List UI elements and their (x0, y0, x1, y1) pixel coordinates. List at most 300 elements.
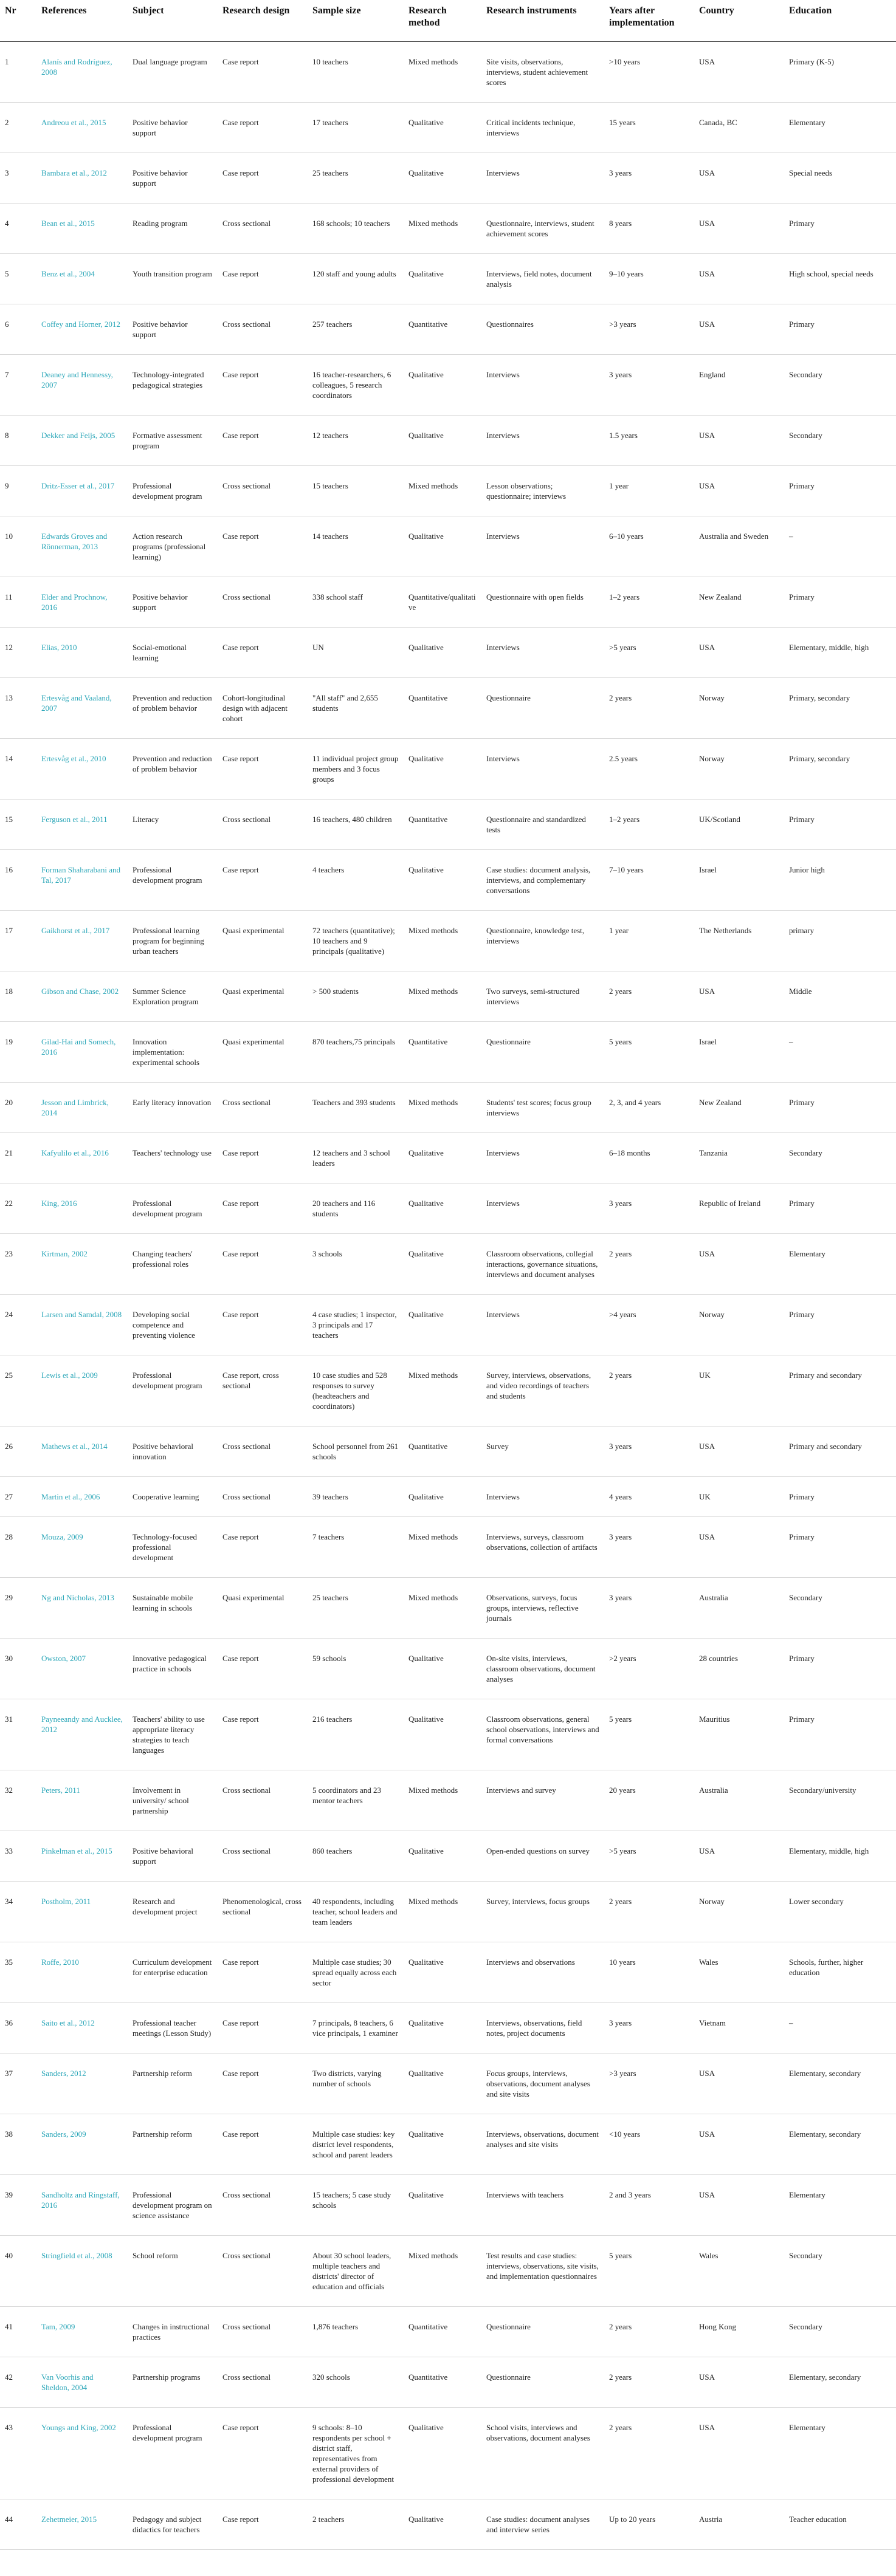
cell-years-after-implementation: 2, 3, and 4 years (604, 1083, 694, 1133)
cell-years-after-implementation: 2 years (604, 2307, 694, 2357)
cell-sample-size: About 30 school leaders, multiple teachers and districts' director of education and officials (308, 2236, 404, 2307)
cell-research-design: Case report (218, 1133, 308, 1184)
cell-education: Middle (784, 971, 896, 1022)
cell-sample-size: 7 principals, 8 teachers, 6 vice principals, 1 examiner (308, 2003, 404, 2054)
cell-nr: 19 (0, 1022, 36, 1083)
table-row (0, 1770, 896, 1831)
cell-sample-size: 3 schools (308, 1234, 404, 1295)
cell-research-design: Case report (218, 2054, 308, 2114)
cell-reference[interactable]: King, 2016 (36, 1184, 128, 1234)
cell-research-method: Qualitative (404, 355, 481, 416)
cell-education: Primary (784, 304, 896, 355)
cell-years-after-implementation: 2 years (604, 1234, 694, 1295)
cell-reference[interactable]: Zehetmeier, 2015 (36, 2499, 128, 2550)
cell-nr: 18 (0, 971, 36, 1022)
cell-research-method: Qualitative (404, 1831, 481, 1882)
cell-country: Australia (694, 1578, 784, 1639)
cell-subject: Positive behavior support (128, 103, 218, 153)
cell-reference[interactable]: Postholm, 2011 (36, 1882, 128, 1942)
cell-years-after-implementation: >5 years (604, 628, 694, 678)
cell-country: Norway (694, 739, 784, 800)
cell-reference[interactable]: Roffe, 2010 (36, 1942, 128, 2003)
cell-education: – (784, 516, 896, 577)
table-row (0, 678, 896, 739)
cell-sample-size: 320 schools (308, 2357, 404, 2408)
cell-subject: Youth transition program (128, 254, 218, 304)
table-row (0, 1355, 896, 1427)
cell-subject: Technology-focused professional development (128, 1517, 218, 1578)
cell-research-instruments: Survey (481, 1427, 604, 1477)
header-research-instruments: Research instruments (481, 0, 604, 42)
cell-nr: 43 (0, 2408, 36, 2499)
header-research-design: Research design (218, 0, 308, 42)
cell-research-instruments: Survey, interviews, focus groups (481, 1882, 604, 1942)
cell-research-instruments: Interviews (481, 355, 604, 416)
cell-subject: Technology-integrated pedagogical strategies (128, 355, 218, 416)
cell-reference[interactable]: Mathews et al., 2014 (36, 1427, 128, 1477)
cell-reference[interactable]: Elder and Prochnow, 2016 (36, 577, 128, 628)
table-header (0, 0, 896, 42)
table-row (0, 516, 896, 577)
cell-research-instruments: Interviews (481, 1133, 604, 1184)
cell-reference[interactable]: Van Voorhis and Sheldon, 2004 (36, 2357, 128, 2408)
cell-research-design: Quasi experimental (218, 971, 308, 1022)
table-row (0, 1022, 896, 1083)
cell-research-method: Qualitative (404, 1477, 481, 1517)
table-row (0, 2003, 896, 2054)
cell-education: Primary (784, 577, 896, 628)
cell-research-instruments: Questionnaire (481, 678, 604, 739)
cell-country: Austria (694, 2499, 784, 2550)
cell-research-method: Qualitative (404, 628, 481, 678)
cell-research-instruments: Interviews (481, 1184, 604, 1234)
cell-reference[interactable]: Dekker and Feijs, 2005 (36, 416, 128, 466)
cell-research-method: Quantitative (404, 304, 481, 355)
cell-country: USA (694, 2114, 784, 2175)
cell-country: Norway (694, 1295, 784, 1355)
cell-research-method: Mixed methods (404, 2236, 481, 2307)
cell-reference[interactable]: Alanís and Rodríguez, 2008 (36, 42, 128, 103)
cell-years-after-implementation: >10 years (604, 42, 694, 103)
cell-education: Elementary (784, 1234, 896, 1295)
table-row (0, 204, 896, 254)
cell-country: USA (694, 628, 784, 678)
cell-country: Republic of Ireland (694, 1184, 784, 1234)
cell-nr: 28 (0, 1517, 36, 1578)
cell-education: – (784, 1022, 896, 1083)
cell-subject: Professional learning program for beginning urban teachers (128, 911, 218, 971)
cell-years-after-implementation: 3 years (604, 2003, 694, 2054)
cell-nr: 29 (0, 1578, 36, 1639)
cell-research-method: Qualitative (404, 1234, 481, 1295)
cell-reference[interactable]: Bambara et al., 2012 (36, 153, 128, 204)
cell-subject: Teachers' ability to use appropriate literacy strategies to teach languages (128, 1699, 218, 1770)
cell-research-method: Mixed methods (404, 466, 481, 516)
cell-education: Primary (784, 1639, 896, 1699)
header-nr: Nr (0, 0, 36, 42)
cell-sample-size: 10 teachers (308, 42, 404, 103)
cell-nr: 14 (0, 739, 36, 800)
cell-reference[interactable]: Sanders, 2012 (36, 2054, 128, 2114)
cell-sample-size: Two districts, varying number of schools (308, 2054, 404, 2114)
cell-research-design: Case report, cross sectional (218, 1355, 308, 1427)
cell-years-after-implementation: 7–10 years (604, 850, 694, 911)
cell-subject: School reform (128, 2236, 218, 2307)
cell-education: Primary, secondary (784, 678, 896, 739)
cell-nr: 30 (0, 1639, 36, 1699)
cell-subject: Positive behavior support (128, 577, 218, 628)
cell-research-instruments: On-site visits, interviews, classroom observations, document analyses (481, 1639, 604, 1699)
cell-years-after-implementation: 4 years (604, 1477, 694, 1517)
cell-reference[interactable]: Gilad-Hai and Somech, 2016 (36, 1022, 128, 1083)
cell-research-design: Cross sectional (218, 1427, 308, 1477)
cell-education: Elementary, secondary (784, 2054, 896, 2114)
cell-sample-size: 10 case studies and 528 responses to survey (headteachers and coordinators) (308, 1355, 404, 1427)
cell-nr: 42 (0, 2357, 36, 2408)
cell-research-design: Case report (218, 2003, 308, 2054)
cell-subject: Positive behavioral innovation (128, 1427, 218, 1477)
cell-education: Elementary (784, 2175, 896, 2236)
cell-reference[interactable]: Stringfield et al., 2008 (36, 2236, 128, 2307)
cell-education: Junior high (784, 850, 896, 911)
cell-nr: 23 (0, 1234, 36, 1295)
cell-reference[interactable]: Sanders, 2009 (36, 2114, 128, 2175)
cell-research-instruments: Focus groups, interviews, observations, document analyses and site visits (481, 2054, 604, 2114)
cell-research-instruments: Questionnaire (481, 1022, 604, 1083)
cell-research-instruments: Interviews (481, 739, 604, 800)
cell-research-design: Case report (218, 416, 308, 466)
cell-reference[interactable]: Youngs and King, 2002 (36, 2408, 128, 2499)
cell-reference[interactable]: Ertesvåg et al., 2010 (36, 739, 128, 800)
cell-years-after-implementation: 8 years (604, 204, 694, 254)
table-row (0, 800, 896, 850)
cell-subject: Innovation implementation: experimental schools (128, 1022, 218, 1083)
cell-research-method: Quantitative (404, 1022, 481, 1083)
cell-research-instruments: Interviews (481, 1477, 604, 1517)
cell-nr: 11 (0, 577, 36, 628)
cell-education: Primary, secondary (784, 739, 896, 800)
cell-years-after-implementation: 15 years (604, 103, 694, 153)
cell-research-instruments: Interviews (481, 516, 604, 577)
cell-research-design: Case report (218, 739, 308, 800)
cell-reference[interactable]: Martin et al., 2006 (36, 1477, 128, 1517)
cell-reference[interactable]: Jesson and Limbrick, 2014 (36, 1083, 128, 1133)
cell-research-method: Qualitative (404, 739, 481, 800)
cell-research-design: Case report (218, 153, 308, 204)
cell-research-instruments: Interviews (481, 416, 604, 466)
cell-subject: Prevention and reduction of problem behavior (128, 739, 218, 800)
cell-research-design: Cross sectional (218, 1477, 308, 1517)
cell-subject: Professional development program (128, 2408, 218, 2499)
cell-research-design: Case report (218, 1639, 308, 1699)
cell-research-design: Quasi experimental (218, 911, 308, 971)
cell-country: New Zealand (694, 577, 784, 628)
cell-education: Secondary (784, 1133, 896, 1184)
cell-country: USA (694, 304, 784, 355)
cell-country: USA (694, 416, 784, 466)
cell-country: The Netherlands (694, 911, 784, 971)
cell-research-method: Quantitative (404, 1427, 481, 1477)
cell-years-after-implementation: 2 and 3 years (604, 2175, 694, 2236)
cell-reference[interactable]: Sandholtz and Ringstaff, 2016 (36, 2175, 128, 2236)
cell-research-method: Mixed methods (404, 1770, 481, 1831)
cell-research-method: Mixed methods (404, 1578, 481, 1639)
cell-reference[interactable]: Deaney and Hennessy, 2007 (36, 355, 128, 416)
cell-research-design: Cross sectional (218, 2307, 308, 2357)
cell-reference[interactable]: Kafyulilo et al., 2016 (36, 1133, 128, 1184)
cell-nr: 31 (0, 1699, 36, 1770)
cell-sample-size: Teachers and 393 students (308, 1083, 404, 1133)
cell-subject: Partnership reform (128, 2054, 218, 2114)
table-row (0, 1133, 896, 1184)
header-country: Country (694, 0, 784, 42)
cell-years-after-implementation: <10 years (604, 2114, 694, 2175)
cell-nr: 39 (0, 2175, 36, 2236)
cell-reference[interactable]: Benz et al., 2004 (36, 254, 128, 304)
cell-country: USA (694, 2357, 784, 2408)
cell-reference[interactable]: Mouza, 2009 (36, 1517, 128, 1578)
cell-reference[interactable]: Dritz-Esser et al., 2017 (36, 466, 128, 516)
cell-nr: 6 (0, 304, 36, 355)
cell-research-instruments: Questionnaire, knowledge test, interviews (481, 911, 604, 971)
cell-years-after-implementation: >3 years (604, 304, 694, 355)
cell-subject: Pedagogy and subject didactics for teachers (128, 2499, 218, 2550)
cell-reference[interactable]: Ertesvåg and Vaaland, 2007 (36, 678, 128, 739)
cell-sample-size: 72 teachers (quantitative); 10 teachers and 9 principals (qualitative) (308, 911, 404, 971)
cell-subject: Professional development program (128, 850, 218, 911)
cell-education: Elementary (784, 2408, 896, 2499)
cell-research-method: Quantitative/qualitative (404, 577, 481, 628)
cell-research-method: Quantitative (404, 678, 481, 739)
cell-education: Primary (784, 1295, 896, 1355)
table-row (0, 1184, 896, 1234)
cell-subject: Action research programs (professional learning) (128, 516, 218, 577)
cell-research-design: Cross sectional (218, 2236, 308, 2307)
cell-education: Primary (K-5) (784, 42, 896, 103)
cell-nr: 36 (0, 2003, 36, 2054)
cell-reference[interactable]: Coffey and Horner, 2012 (36, 304, 128, 355)
cell-research-design: Case report (218, 1942, 308, 2003)
cell-subject: Innovative pedagogical practice in schools (128, 1639, 218, 1699)
cell-sample-size: 40 respondents, including teacher, school leaders and team leaders (308, 1882, 404, 1942)
cell-country: Wales (694, 2236, 784, 2307)
cell-nr: 4 (0, 204, 36, 254)
cell-education: Secondary (784, 2307, 896, 2357)
cell-reference[interactable]: Elias, 2010 (36, 628, 128, 678)
cell-sample-size: 11 individual project group members and 3 focus groups (308, 739, 404, 800)
cell-research-instruments: Interviews (481, 1295, 604, 1355)
cell-sample-size: 5 coordinators and 23 mentor teachers (308, 1770, 404, 1831)
cell-nr: 13 (0, 678, 36, 739)
table-row (0, 2307, 896, 2357)
cell-education: Primary (784, 466, 896, 516)
cell-sample-size: 4 case studies; 1 inspector, 3 principals and 17 teachers (308, 1295, 404, 1355)
cell-subject: Teachers' technology use (128, 1133, 218, 1184)
cell-country: USA (694, 153, 784, 204)
cell-nr: 26 (0, 1427, 36, 1477)
cell-nr: 41 (0, 2307, 36, 2357)
cell-nr: 24 (0, 1295, 36, 1355)
cell-country: Norway (694, 678, 784, 739)
cell-research-instruments: Interviews and observations (481, 1942, 604, 2003)
cell-education: Primary (784, 204, 896, 254)
cell-sample-size: 168 schools; 10 teachers (308, 204, 404, 254)
cell-sample-size: Multiple case studies: key district level respondents, school and parent leaders (308, 2114, 404, 2175)
cell-reference[interactable]: Larsen and Samdal, 2008 (36, 1295, 128, 1355)
cell-reference[interactable]: Edwards Groves and Rönnerman, 2013 (36, 516, 128, 577)
cell-years-after-implementation: 10 years (604, 1942, 694, 2003)
cell-reference[interactable]: Peters, 2011 (36, 1770, 128, 1831)
cell-research-design: Cross sectional (218, 304, 308, 355)
cell-research-instruments: Case studies: document analyses and interview series (481, 2499, 604, 2550)
cell-research-instruments: Interviews (481, 153, 604, 204)
cell-country: UK (694, 1477, 784, 1517)
cell-nr: 10 (0, 516, 36, 577)
cell-education: Primary (784, 1699, 896, 1770)
table-row (0, 1427, 896, 1477)
cell-years-after-implementation: 6–10 years (604, 516, 694, 577)
cell-education: Primary (784, 1517, 896, 1578)
cell-sample-size: 12 teachers (308, 416, 404, 466)
cell-research-instruments: Observations, surveys, focus groups, interviews, reflective journals (481, 1578, 604, 1639)
cell-research-design: Case report (218, 355, 308, 416)
cell-research-design: Case report (218, 1234, 308, 1295)
cell-years-after-implementation: 3 years (604, 153, 694, 204)
cell-research-design: Case report (218, 2408, 308, 2499)
cell-education: primary (784, 911, 896, 971)
cell-reference[interactable]: Bean et al., 2015 (36, 204, 128, 254)
cell-education: Primary (784, 800, 896, 850)
header-references: References (36, 0, 128, 42)
table-row (0, 42, 896, 103)
cell-country: England (694, 355, 784, 416)
cell-education: Teacher education (784, 2499, 896, 2550)
cell-nr: 35 (0, 1942, 36, 2003)
cell-education: Secondary/university (784, 1770, 896, 1831)
cell-reference[interactable]: Owston, 2007 (36, 1639, 128, 1699)
cell-education: Secondary (784, 2236, 896, 2307)
cell-years-after-implementation: 2 years (604, 1882, 694, 1942)
cell-reference[interactable]: Saito et al., 2012 (36, 2003, 128, 2054)
cell-research-method: Mixed methods (404, 911, 481, 971)
cell-subject: Curriculum development for enterprise education (128, 1942, 218, 2003)
table-body (0, 42, 896, 2550)
cell-years-after-implementation: >5 years (604, 1831, 694, 1882)
cell-sample-size: Multiple case studies; 30 spread equally across each sector (308, 1942, 404, 2003)
cell-education: Primary and secondary (784, 1427, 896, 1477)
cell-research-method: Qualitative (404, 2114, 481, 2175)
cell-reference[interactable]: Gibson and Chase, 2002 (36, 971, 128, 1022)
cell-sample-size: 120 staff and young adults (308, 254, 404, 304)
cell-subject: Professional development program on science assistance (128, 2175, 218, 2236)
cell-nr: 34 (0, 1882, 36, 1942)
cell-subject: Research and development project (128, 1882, 218, 1942)
cell-research-design: Case report (218, 1699, 308, 1770)
cell-years-after-implementation: 3 years (604, 355, 694, 416)
cell-nr: 7 (0, 355, 36, 416)
table-row (0, 2357, 896, 2408)
cell-sample-size: 12 teachers and 3 school leaders (308, 1133, 404, 1184)
cell-country: Vietnam (694, 2003, 784, 2054)
cell-subject: Formative assessment program (128, 416, 218, 466)
cell-education: Special needs (784, 153, 896, 204)
cell-country: Australia (694, 1770, 784, 1831)
cell-nr: 8 (0, 416, 36, 466)
cell-country: USA (694, 1427, 784, 1477)
cell-research-instruments: Questionnaire, interviews, student achievement scores (481, 204, 604, 254)
table-row (0, 416, 896, 466)
cell-years-after-implementation: 2 years (604, 2408, 694, 2499)
cell-years-after-implementation: 1.5 years (604, 416, 694, 466)
cell-research-method: Mixed methods (404, 1083, 481, 1133)
table-row (0, 2175, 896, 2236)
cell-research-instruments: Interviews, observations, document analyses and site visits (481, 2114, 604, 2175)
cell-nr: 40 (0, 2236, 36, 2307)
cell-nr: 9 (0, 466, 36, 516)
cell-research-method: Qualitative (404, 2175, 481, 2236)
cell-research-method: Mixed methods (404, 1517, 481, 1578)
cell-country: Norway (694, 1882, 784, 1942)
cell-subject: Involvement in university/ school partnership (128, 1770, 218, 1831)
header-row (0, 0, 896, 42)
cell-sample-size: 257 teachers (308, 304, 404, 355)
cell-research-method: Quantitative (404, 2357, 481, 2408)
cell-research-design: Phenomenological, cross sectional (218, 1882, 308, 1942)
cell-research-method: Qualitative (404, 2499, 481, 2550)
cell-country: Canada, BC (694, 103, 784, 153)
cell-nr: 1 (0, 42, 36, 103)
cell-sample-size: UN (308, 628, 404, 678)
cell-research-instruments: Critical incidents technique, interviews (481, 103, 604, 153)
cell-reference[interactable]: Pinkelman et al., 2015 (36, 1831, 128, 1882)
cell-research-instruments: Interviews, surveys, classroom observations, collection of artifacts (481, 1517, 604, 1578)
cell-country: USA (694, 1234, 784, 1295)
cell-subject: Changes in instructional practices (128, 2307, 218, 2357)
cell-sample-size: > 500 students (308, 971, 404, 1022)
cell-sample-size: 870 teachers,75 principals (308, 1022, 404, 1083)
cell-reference[interactable]: Kirtman, 2002 (36, 1234, 128, 1295)
cell-sample-size: 17 teachers (308, 103, 404, 153)
cell-education: Elementary, secondary (784, 2114, 896, 2175)
cell-education: Secondary (784, 416, 896, 466)
cell-education: Primary (784, 1184, 896, 1234)
cell-subject: Summer Science Exploration program (128, 971, 218, 1022)
cell-sample-size: 59 schools (308, 1639, 404, 1699)
table-row (0, 1578, 896, 1639)
cell-research-design: Case report (218, 516, 308, 577)
cell-reference[interactable]: Tam, 2009 (36, 2307, 128, 2357)
cell-reference[interactable]: Forman Shaharabani and Tal, 2017 (36, 850, 128, 911)
cell-sample-size: 14 teachers (308, 516, 404, 577)
cell-research-design: Case report (218, 628, 308, 678)
cell-sample-size: 860 teachers (308, 1831, 404, 1882)
cell-sample-size: 9 schools: 8–10 respondents per school + district staff, representatives from external providers of professional development (308, 2408, 404, 2499)
cell-reference[interactable]: Lewis et al., 2009 (36, 1355, 128, 1427)
cell-years-after-implementation: 2 years (604, 1355, 694, 1427)
cell-reference[interactable]: Payneeandy and Aucklee, 2012 (36, 1699, 128, 1770)
cell-reference[interactable]: Ng and Nicholas, 2013 (36, 1578, 128, 1639)
table-row (0, 254, 896, 304)
cell-research-design: Cohort-longitudinal design with adjacent cohort (218, 678, 308, 739)
cell-reference[interactable]: Gaikhorst et al., 2017 (36, 911, 128, 971)
cell-reference[interactable]: Andreou et al., 2015 (36, 103, 128, 153)
cell-reference[interactable]: Ferguson et al., 2011 (36, 800, 128, 850)
table-row (0, 103, 896, 153)
cell-research-instruments: Interviews, field notes, document analysis (481, 254, 604, 304)
cell-sample-size: "All staff" and 2,655 students (308, 678, 404, 739)
cell-research-instruments: Survey, interviews, observations, and video recordings of teachers and students (481, 1355, 604, 1427)
cell-subject: Sustainable mobile learning in schools (128, 1578, 218, 1639)
